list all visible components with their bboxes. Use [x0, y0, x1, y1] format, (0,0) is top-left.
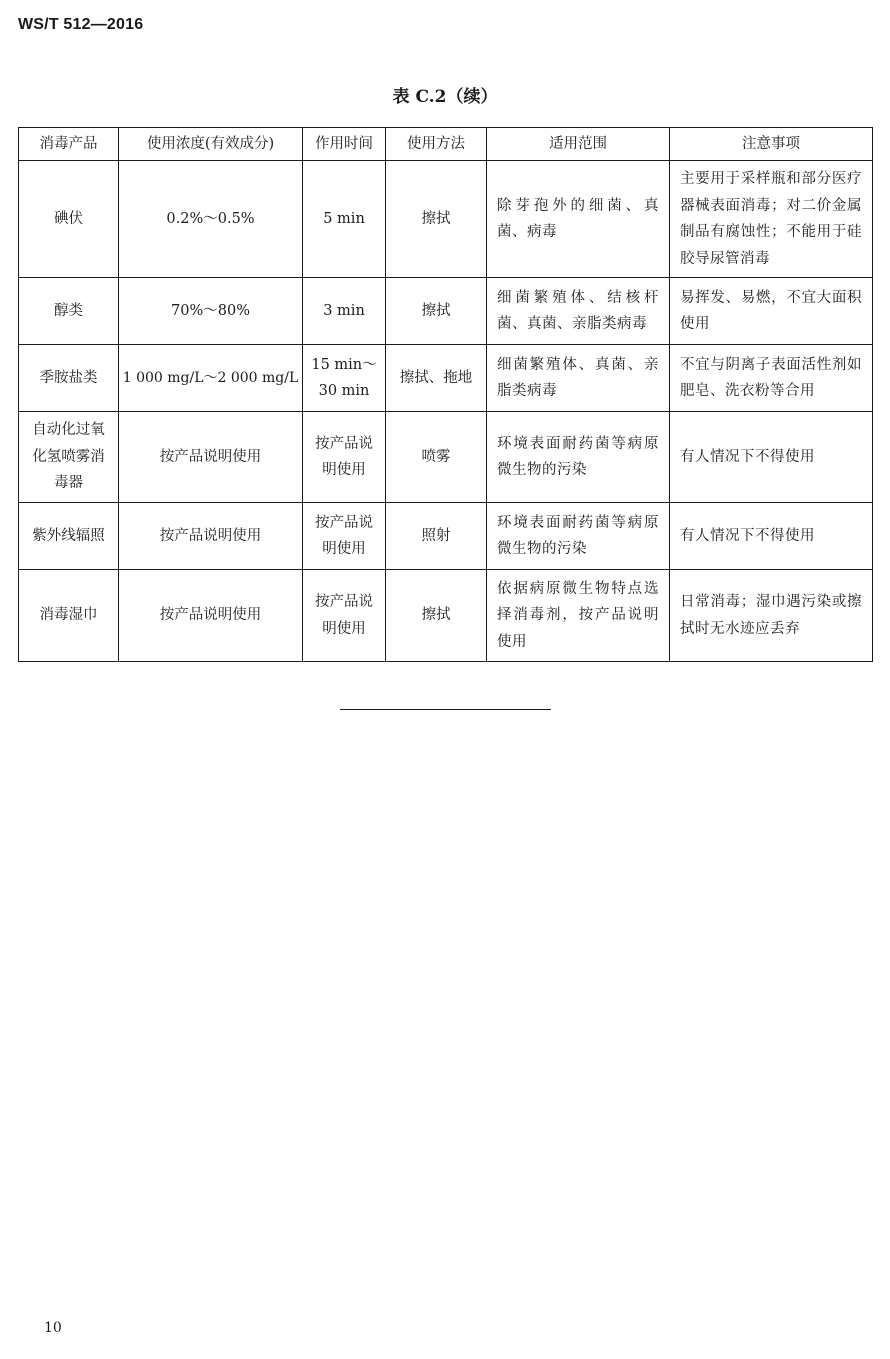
table-title: 表 C.2（续）	[392, 87, 498, 107]
header-concentration: 使用浓度(有效成分)	[119, 128, 303, 161]
cell-product: 自动化过氧化氢喷雾消毒器	[19, 412, 119, 503]
table-row	[19, 278, 873, 345]
cell-notes: 主要用于采样瓶和部分医疗器械表面消毒；对二价金属制品有腐蚀性；不能用于硅胶导尿管消毒	[670, 161, 873, 278]
cell-notes: 有人情况下不得使用	[670, 503, 873, 570]
table-header-row	[19, 128, 873, 161]
cell-action-time: 按产品说明使用	[303, 412, 386, 503]
cell-action-time: 5 min	[303, 161, 386, 278]
cell-concentration: 70%～80%	[119, 278, 303, 345]
cell-product: 消毒湿巾	[19, 570, 119, 662]
cell-action-time: 按产品说明使用	[303, 503, 386, 570]
cell-scope: 环境表面耐药菌等病原微生物的污染	[487, 412, 670, 503]
page-number: 10	[44, 1320, 62, 1336]
cell-scope: 细菌繁殖体、结核杆菌、真菌、亲脂类病毒	[487, 278, 670, 345]
cell-action-time: 15 min～30 min	[303, 345, 386, 412]
cell-action-time: 按产品说明使用	[303, 570, 386, 662]
cell-method: 擦拭、拖地	[386, 345, 487, 412]
cell-concentration: 0.2%～0.5%	[119, 161, 303, 278]
cell-scope: 细菌繁殖体、真菌、亲脂类病毒	[487, 345, 670, 412]
table-row	[19, 570, 873, 662]
end-rule	[340, 709, 551, 710]
header-product: 消毒产品	[19, 128, 119, 161]
cell-notes: 不宜与阴离子表面活性剂如肥皂、洗衣粉等合用	[670, 345, 873, 412]
cell-concentration: 按产品说明使用	[119, 412, 303, 503]
cell-concentration: 按产品说明使用	[119, 570, 303, 662]
header-notes: 注意事项	[670, 128, 873, 161]
cell-product: 醇类	[19, 278, 119, 345]
standard-code: WS/T 512—2016	[18, 16, 144, 33]
table-row	[19, 161, 873, 278]
header-scope: 适用范围	[487, 128, 670, 161]
table-row	[19, 345, 873, 412]
cell-method: 擦拭	[386, 570, 487, 662]
cell-product: 紫外线辐照	[19, 503, 119, 570]
cell-concentration: 1 000 mg/L～2 000 mg/L	[119, 345, 303, 412]
table-row	[19, 503, 873, 570]
cell-action-time: 3 min	[303, 278, 386, 345]
cell-scope: 除芽孢外的细菌、真菌、病毒	[487, 161, 670, 278]
cell-method: 喷雾	[386, 412, 487, 503]
cell-scope: 环境表面耐药菌等病原微生物的污染	[487, 503, 670, 570]
cell-scope: 依据病原微生物特点选择消毒剂，按产品说明使用	[487, 570, 670, 662]
cell-notes: 日常消毒；湿巾遇污染或擦拭时无水迹应丢弃	[670, 570, 873, 662]
cell-product: 碘伏	[19, 161, 119, 278]
header-action-time: 作用时间	[303, 128, 386, 161]
header-method: 使用方法	[386, 128, 487, 161]
cell-notes: 有人情况下不得使用	[670, 412, 873, 503]
table-row	[19, 412, 873, 503]
cell-product: 季胺盐类	[19, 345, 119, 412]
cell-concentration: 按产品说明使用	[119, 503, 303, 570]
disinfectant-table	[18, 127, 873, 662]
cell-method: 擦拭	[386, 161, 487, 278]
cell-method: 擦拭	[386, 278, 487, 345]
cell-notes: 易挥发、易燃，不宜大面积使用	[670, 278, 873, 345]
cell-method: 照射	[386, 503, 487, 570]
